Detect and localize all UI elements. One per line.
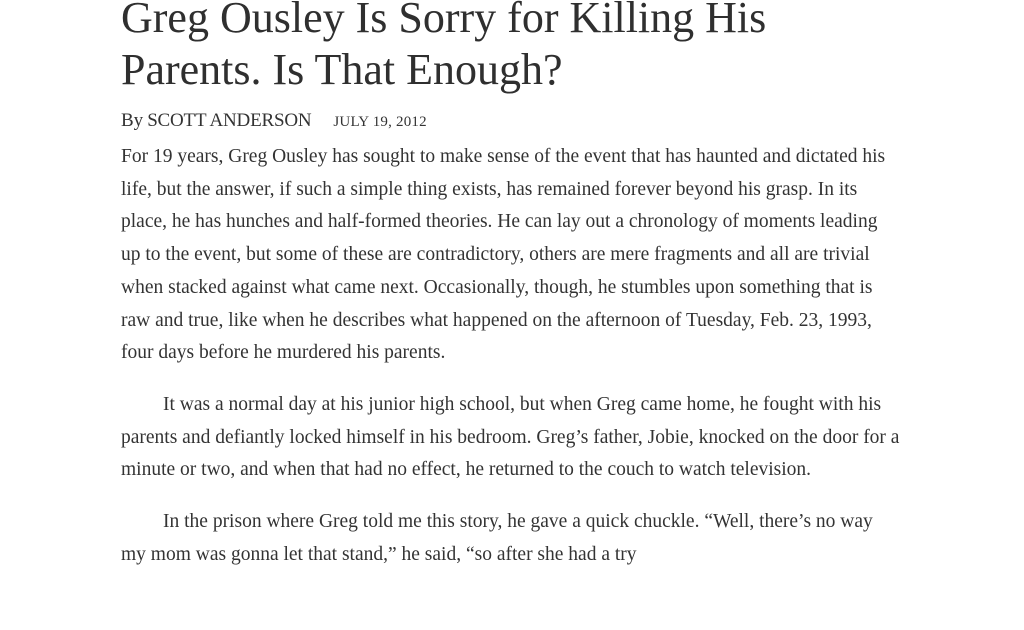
byline [121,110,427,132]
paragraph-1: For 19 years, Greg Ousley has sought to make sense of the event that has haunted and dictated his life, but the answer, if such a simple thing exists, has remained forever beyond his grasp. In its place, he has hunches and half-formed theories. He can lay out a chronology of moments leading up to the event, but some of these are contradictory, others are mere fragments and all are trivial when stacked against what came next. Occasionally, though, he stumbles upon something that is raw and true, like when he describes what happened on the afternoon of Tuesday, Feb. 23, 1993, four days before he murdered his parents. [121,146,886,364]
article-body [121,141,901,590]
paragraph-3: In the prison where Greg told me this story, he gave a quick chuckle. “Well, there’s no way my mom was gonna let that stand,” he said, “so after she had a try [121,511,873,565]
paragraph-2: It was a normal day at his junior high school, but when Greg came home, he fought with his parents and defiantly locked himself in his bedroom. Greg’s father, Jobie, knocked on the door for a minute or two, and when that had no effect, he returned to the couch to watch television. [121,393,900,481]
article-headline: Greg Ousley Is Sorry for Killing His Parents. Is That Enough? [121,0,767,94]
byline-prefix: By [121,110,144,131]
byline-author[interactable]: SCOTT ANDERSON [147,110,312,131]
publish-date: JULY 19, 2012 [333,114,427,130]
